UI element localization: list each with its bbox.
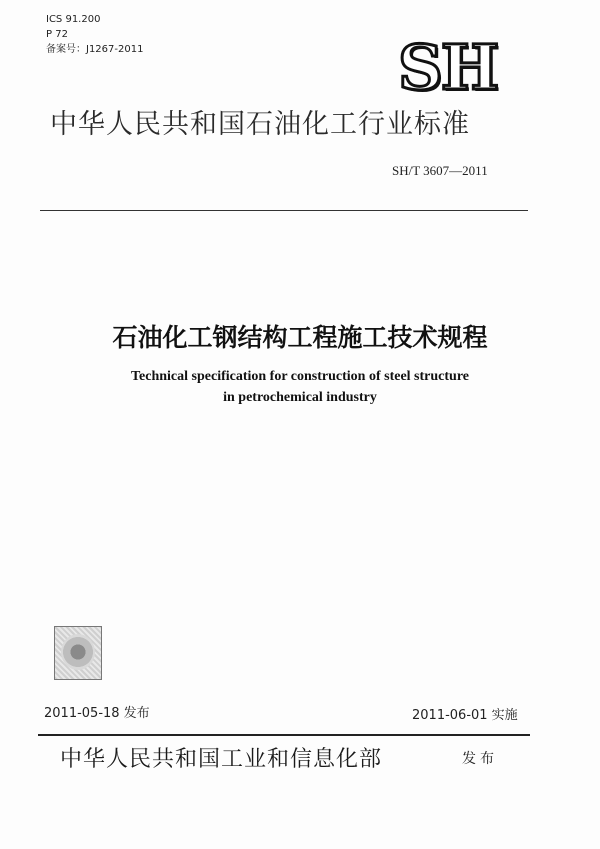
filing-number: 备案号：J1267-2011 — [46, 44, 144, 55]
seal-emblem — [61, 634, 95, 670]
issue-date: 2011-05-18 发布 — [44, 706, 150, 721]
implementation-date: 2011-06-01 实施 — [412, 708, 518, 723]
document-title-cn: 石油化工钢结构工程施工技术规程 — [112, 323, 488, 352]
document-title-en-line1: Technical specification for construction of steel structure — [130, 369, 470, 384]
issuing-authority-suffix: 发布 — [462, 751, 498, 767]
document-title-en-line2: in petrochemical industry — [223, 390, 377, 405]
classification-block — [46, 12, 143, 57]
document-title-en — [0, 366, 600, 408]
footer-divider — [38, 734, 530, 736]
seal-stamp-icon — [54, 626, 102, 680]
ccs-code: P 72 — [46, 29, 68, 40]
standard-code: SH/T 3607—2011 — [392, 163, 488, 178]
standard-body-title: 中华人民共和国石油化工行业标准 — [50, 109, 470, 140]
header-divider — [40, 210, 528, 211]
issuing-authority: 中华人民共和国工业和信息化部 — [60, 747, 383, 772]
ics-code: ICS 91.200 — [46, 14, 101, 25]
sh-logo: SH — [398, 31, 498, 104]
